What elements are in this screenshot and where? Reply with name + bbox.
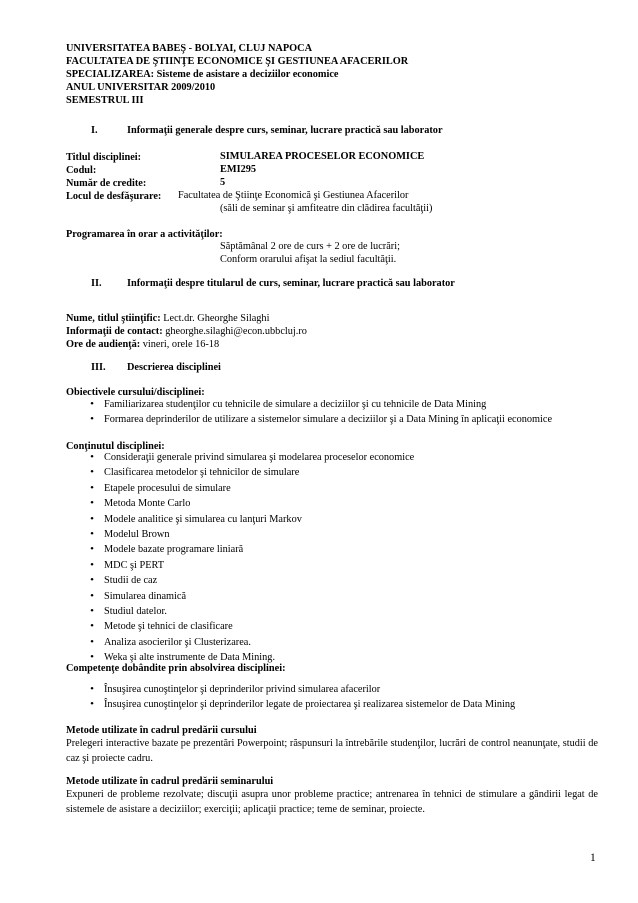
document-header [66,42,408,107]
teacher-contact-label: Informaţii de contact: [66,326,163,337]
teacher-contact-value: gheorghe.silaghi@econ.ubbcluj.ro [165,326,307,337]
list-item: • Însuşirea cunoştinţelor şi deprinderilor legate de proiectarea şi realizarea sistemelor de Data Mining [80,697,515,712]
section-1-title: Informaţii generale despre curs, seminar, lucrare practică sau laborator [127,125,443,136]
place-value: Facultatea de Ştiinţe Economică şi Gestiunea Afacerilor [178,190,409,201]
competences-heading: Competenţe dobândite prin absolvirea disciplinei: [66,663,286,674]
list-item: • Studiul datelor. [80,604,414,619]
section-3-title: Descrierea disciplinei [127,362,221,373]
page-number: 1 [590,852,596,864]
list-item: • Etapele procesului de simulare [80,481,414,496]
info-row-place [66,190,161,203]
faculty-name: FACULTATEA DE ŞTIINŢE ECONOMICE ŞI GESTIUNEA AFACERILOR [66,56,409,67]
place-value-detail: (săli de seminar şi amfiteatre din clădirea facultăţii) [220,203,433,214]
objectives-list [80,397,552,428]
credits-label: Număr de credite: [66,178,147,189]
schedule-row [66,228,223,241]
methods-seminar-heading: Metode utilizate în cadrul predării seminarului [66,776,274,787]
section-2-title: Informaţii despre titularul de curs, seminar, lucrare practică sau laborator [127,278,455,289]
semester: SEMESTRUL III [66,95,144,106]
teacher-name-row [66,312,269,325]
list-item: • Simularea dinamică [80,589,414,604]
credits-value: 5 [220,177,226,188]
teacher-contact-row [66,325,307,338]
section-3-number: III. [91,362,106,373]
schedule-label: Programarea în orar a activităţilor: [66,229,223,240]
list-item: • Weka şi alte instrumente de Data Mining. [80,650,414,665]
objectives-heading: Obiectivele cursului/disciplinei: [66,387,205,398]
course-title-label: Titlul disciplinei: [66,152,142,163]
course-code-label: Codul: [66,165,97,176]
list-item: • Modele analitice şi simularea cu lanţuri Markov [80,512,414,527]
info-row-credits [66,177,146,190]
info-row-title [66,151,141,164]
info-row-code [66,164,96,177]
section-2-number: II. [91,278,102,289]
list-item: • Metode şi tehnici de clasificare [80,619,414,634]
teacher-name-label: Nume, titlul ştiinţific: [66,313,161,324]
place-label: Locul de desfăşurare: [66,191,162,202]
section-1-heading [91,125,443,136]
list-item: • Consideraţii generale privind simularea şi modelarea proceselor economice [80,450,414,465]
teacher-hours-value: vineri, orele 16-18 [142,339,220,350]
list-item: • MDC şi PERT [80,558,414,573]
list-item: • Modele bazate programare liniară [80,542,414,557]
teacher-hours-label: Ore de audienţă: [66,339,141,350]
list-item: • Studii de caz [80,573,414,588]
course-title-value: SIMULAREA PROCESELOR ECONOMICE [220,151,425,162]
list-item: • Însuşirea cunoştinţelor şi deprinderilor privind simularea afacerilor [80,682,515,697]
content-list [80,450,414,666]
schedule-line-1: Săptămânal 2 ore de curs + 2 ore de lucrări; [220,241,400,252]
list-item: • Modelul Brown [80,527,414,542]
list-item: • Metoda Monte Carlo [80,496,414,511]
teacher-hours-row [66,338,219,351]
schedule-line-2: Conform orarului afişat la sediul facultăţii. [220,254,397,265]
course-code-value: EMI295 [220,164,257,175]
methods-seminar-text: Expuneri de probleme rezolvate; discuţii asupra unor probleme practice; antrenarea în tehnici de stimulare a gândirii legat de sistemele de asistare a deciziilor; exerciţii; aplicaţii practice; teme de seminar, proiecte. [66,789,598,815]
list-item: • Clasificarea metodelor şi tehnicilor de simulare [80,465,414,480]
section-2-heading [91,278,455,289]
section-1-number: I. [91,125,98,136]
methods-course-text: Prelegeri interactive bazate pe prezentări Powerpoint; răspunsuri la întrebările studenţilor, lucrări de control neanunţate, studii de caz şi proiecte cadru. [66,738,598,764]
list-item: • Familiarizarea studenţilor cu tehnicile de simulare a deciziilor şi cu tehnicile de Data Mining [80,397,552,412]
methods-course-heading: Metode utilizate în cadrul predării cursului [66,725,257,736]
content-heading: Conţinutul disciplinei: [66,441,165,452]
specialization: SPECIALIZAREA: Sisteme de asistare a deciziilor economice [66,69,339,80]
section-3-heading [91,362,221,373]
university-name: UNIVERSITATEA BABEŞ - BOLYAI, CLUJ NAPOCA [66,43,313,54]
academic-year: ANUL UNIVERSITAR 2009/2010 [66,82,216,93]
competences-list [80,682,515,713]
list-item: • Analiza asocierilor şi Clusterizarea. [80,635,414,650]
list-item: • Formarea deprinderilor de utilizare a sistemelor simulare a deciziilor şi a Data Mining în aplicaţii economice [80,412,552,427]
teacher-name-value: Lect.dr. Gheorghe Silaghi [163,313,270,324]
